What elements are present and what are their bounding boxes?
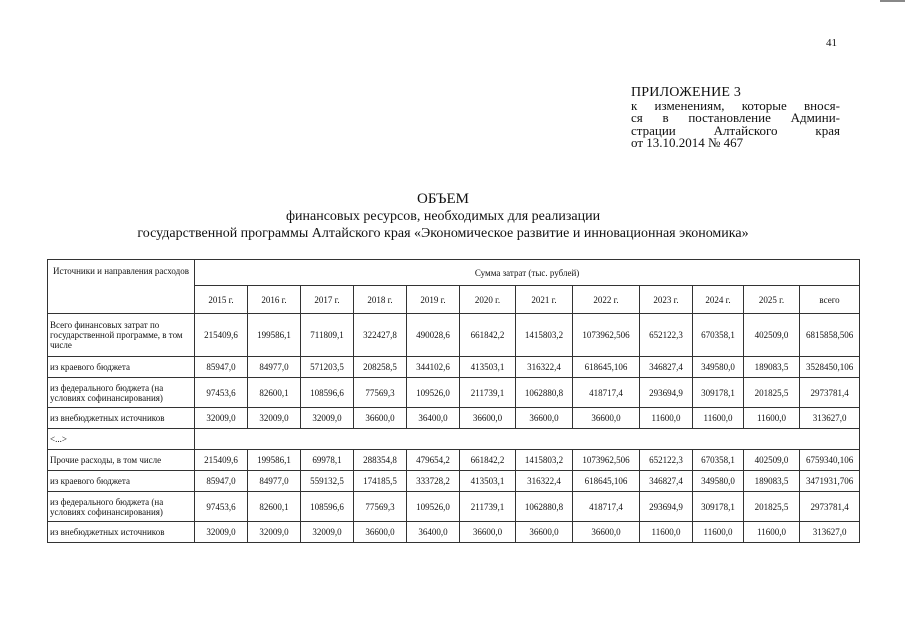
value-cell: 174185,5 <box>354 471 407 492</box>
year-header: 2018 г. <box>354 286 407 314</box>
row-total-cell: 6815858,506 <box>800 314 860 357</box>
value-cell: 36400,0 <box>407 408 460 429</box>
value-cell: 32009,0 <box>301 522 354 543</box>
value-cell: 322427,8 <box>354 314 407 357</box>
row-total-cell: 2973781,4 <box>800 492 860 522</box>
table-row <box>48 492 860 522</box>
value-cell: 77569,3 <box>354 492 407 522</box>
value-cell: 82600,1 <box>248 378 301 408</box>
value-cell: 97453,6 <box>195 378 248 408</box>
value-cell: 11600,0 <box>693 522 744 543</box>
value-cell: 109526,0 <box>407 492 460 522</box>
value-cell: 309178,1 <box>693 378 744 408</box>
value-cell: 32009,0 <box>301 408 354 429</box>
value-cell: 559132,5 <box>301 471 354 492</box>
value-cell: 479654,2 <box>407 450 460 471</box>
value-cell: 36600,0 <box>460 408 516 429</box>
value-cell: 413503,1 <box>460 471 516 492</box>
omission-row <box>48 429 860 450</box>
value-cell: 1415803,2 <box>516 450 573 471</box>
value-cell: 418717,4 <box>573 492 640 522</box>
value-cell: 293694,9 <box>640 492 693 522</box>
value-cell: 36600,0 <box>354 522 407 543</box>
value-cell: 293694,9 <box>640 378 693 408</box>
value-cell: 1415803,2 <box>516 314 573 357</box>
row-total-cell: 313627,0 <box>800 522 860 543</box>
value-cell: 490028,6 <box>407 314 460 357</box>
value-cell: 11600,0 <box>640 522 693 543</box>
value-cell: 11600,0 <box>640 408 693 429</box>
value-cell: 571203,5 <box>301 357 354 378</box>
value-cell: 1073962,506 <box>573 314 640 357</box>
value-cell: 85947,0 <box>195 471 248 492</box>
value-cell: 316322,4 <box>516 471 573 492</box>
value-cell: 1073962,506 <box>573 450 640 471</box>
value-cell: 652122,3 <box>640 314 693 357</box>
value-cell: 199586,1 <box>248 450 301 471</box>
value-cell: 211739,1 <box>460 378 516 408</box>
value-cell: 32009,0 <box>195 522 248 543</box>
table-row <box>48 471 860 492</box>
value-cell: 201825,5 <box>744 492 800 522</box>
value-cell: 402509,0 <box>744 314 800 357</box>
year-header: 2025 г. <box>744 286 800 314</box>
value-cell: 32009,0 <box>195 408 248 429</box>
row-label: <...> <box>48 429 195 450</box>
year-header: 2017 г. <box>301 286 354 314</box>
value-cell: 108596,6 <box>301 378 354 408</box>
value-cell: 1062880,8 <box>516 492 573 522</box>
row-total-cell: 313627,0 <box>800 408 860 429</box>
value-cell: 32009,0 <box>248 408 301 429</box>
value-cell: 349580,0 <box>693 357 744 378</box>
total-header: всего <box>800 286 860 314</box>
appendix-block <box>631 87 840 150</box>
value-cell: 36600,0 <box>573 408 640 429</box>
value-cell: 418717,4 <box>573 378 640 408</box>
row-label: из краевого бюджета <box>48 357 195 378</box>
value-cell: 69978,1 <box>301 450 354 471</box>
value-cell: 85947,0 <box>195 357 248 378</box>
value-cell: 211739,1 <box>460 492 516 522</box>
row-label: Прочие расходы, в том числе <box>48 450 195 471</box>
value-cell: 402509,0 <box>744 450 800 471</box>
value-cell: 346827,4 <box>640 471 693 492</box>
year-header: 2024 г. <box>693 286 744 314</box>
value-cell: 344102,6 <box>407 357 460 378</box>
appendix-line: от 13.10.2014 № 467 <box>631 135 744 150</box>
value-cell: 97453,6 <box>195 492 248 522</box>
value-cell: 189083,5 <box>744 471 800 492</box>
page-number: 41 <box>826 37 837 49</box>
row-total-cell: 2973781,4 <box>800 378 860 408</box>
row-label: из федерального бюджета (на условиях софинансирования) <box>48 378 195 408</box>
value-cell: 670358,1 <box>693 450 744 471</box>
value-cell: 199586,1 <box>248 314 301 357</box>
value-cell: 670358,1 <box>693 314 744 357</box>
value-cell: 189083,5 <box>744 357 800 378</box>
value-cell: 77569,3 <box>354 378 407 408</box>
row-total-cell: 3471931,706 <box>800 471 860 492</box>
value-cell: 309178,1 <box>693 492 744 522</box>
year-header: 2023 г. <box>640 286 693 314</box>
value-cell: 36600,0 <box>516 522 573 543</box>
value-cell: 618645,106 <box>573 471 640 492</box>
table-row <box>48 314 860 357</box>
value-cell: 36600,0 <box>354 408 407 429</box>
value-cell: 84977,0 <box>248 471 301 492</box>
value-cell: 109526,0 <box>407 378 460 408</box>
table-row <box>48 450 860 471</box>
year-header: 2015 г. <box>195 286 248 314</box>
appendix-line: ся в постановление Админи- <box>631 110 840 125</box>
value-cell: 11600,0 <box>744 522 800 543</box>
sum-column-header: Сумма затрат (тыс. рублей) <box>195 260 860 286</box>
value-cell: 661842,2 <box>460 314 516 357</box>
table-row <box>48 378 860 408</box>
value-cell: 1062880,8 <box>516 378 573 408</box>
table-row <box>48 357 860 378</box>
row-total-cell: 3528450,106 <box>800 357 860 378</box>
value-cell: 36600,0 <box>573 522 640 543</box>
row-label: из внебюджетных источников <box>48 408 195 429</box>
source-column-header: Источники и направления расходов <box>48 260 195 314</box>
year-header: 2019 г. <box>407 286 460 314</box>
value-cell: 413503,1 <box>460 357 516 378</box>
value-cell: 316322,4 <box>516 357 573 378</box>
year-header: 2016 г. <box>248 286 301 314</box>
value-cell: 288354,8 <box>354 450 407 471</box>
value-cell: 215409,6 <box>195 450 248 471</box>
year-header: 2020 г. <box>460 286 516 314</box>
value-cell: 108596,6 <box>301 492 354 522</box>
value-cell: 32009,0 <box>248 522 301 543</box>
row-label: Всего финансовых затрат по государственной программе, в том числе <box>48 314 195 357</box>
value-cell: 201825,5 <box>744 378 800 408</box>
row-label: из внебюджетных источников <box>48 522 195 543</box>
scan-edge-mark <box>880 0 905 2</box>
value-cell: 208258,5 <box>354 357 407 378</box>
year-header: 2022 г. <box>573 286 640 314</box>
row-label: из краевого бюджета <box>48 471 195 492</box>
appendix-heading: ПРИЛОЖЕНИЕ 3 <box>631 85 742 100</box>
value-cell: 349580,0 <box>693 471 744 492</box>
row-total-cell: 6759340,106 <box>800 450 860 471</box>
value-cell: 711809,1 <box>301 314 354 357</box>
appendix-line: к изменениям, которые внося- <box>631 97 840 113</box>
appendix-line: страции Алтайского края <box>631 122 840 138</box>
row-label: из федерального бюджета (на условиях софинансирования) <box>48 492 195 522</box>
year-header: 2021 г. <box>516 286 573 314</box>
financial-resources-table <box>47 259 860 543</box>
document-title <box>0 191 886 242</box>
value-cell: 11600,0 <box>693 408 744 429</box>
value-cell: 652122,3 <box>640 450 693 471</box>
value-cell: 618645,106 <box>573 357 640 378</box>
value-cell: 11600,0 <box>744 408 800 429</box>
value-cell: 84977,0 <box>248 357 301 378</box>
omission-filler <box>195 429 860 450</box>
table-row <box>48 408 860 429</box>
value-cell: 661842,2 <box>460 450 516 471</box>
value-cell: 346827,4 <box>640 357 693 378</box>
title-line-2: финансовых ресурсов, необходимых для реализации <box>285 209 601 224</box>
value-cell: 36400,0 <box>407 522 460 543</box>
title-line-3: государственной программы Алтайского края «Экономическое развитие и инновационная экономика» <box>137 226 749 241</box>
table-row <box>48 522 860 543</box>
value-cell: 82600,1 <box>248 492 301 522</box>
value-cell: 333728,2 <box>407 471 460 492</box>
title-main: ОБЪЕМ <box>417 191 469 207</box>
value-cell: 215409,6 <box>195 314 248 357</box>
value-cell: 36600,0 <box>460 522 516 543</box>
value-cell: 36600,0 <box>516 408 573 429</box>
